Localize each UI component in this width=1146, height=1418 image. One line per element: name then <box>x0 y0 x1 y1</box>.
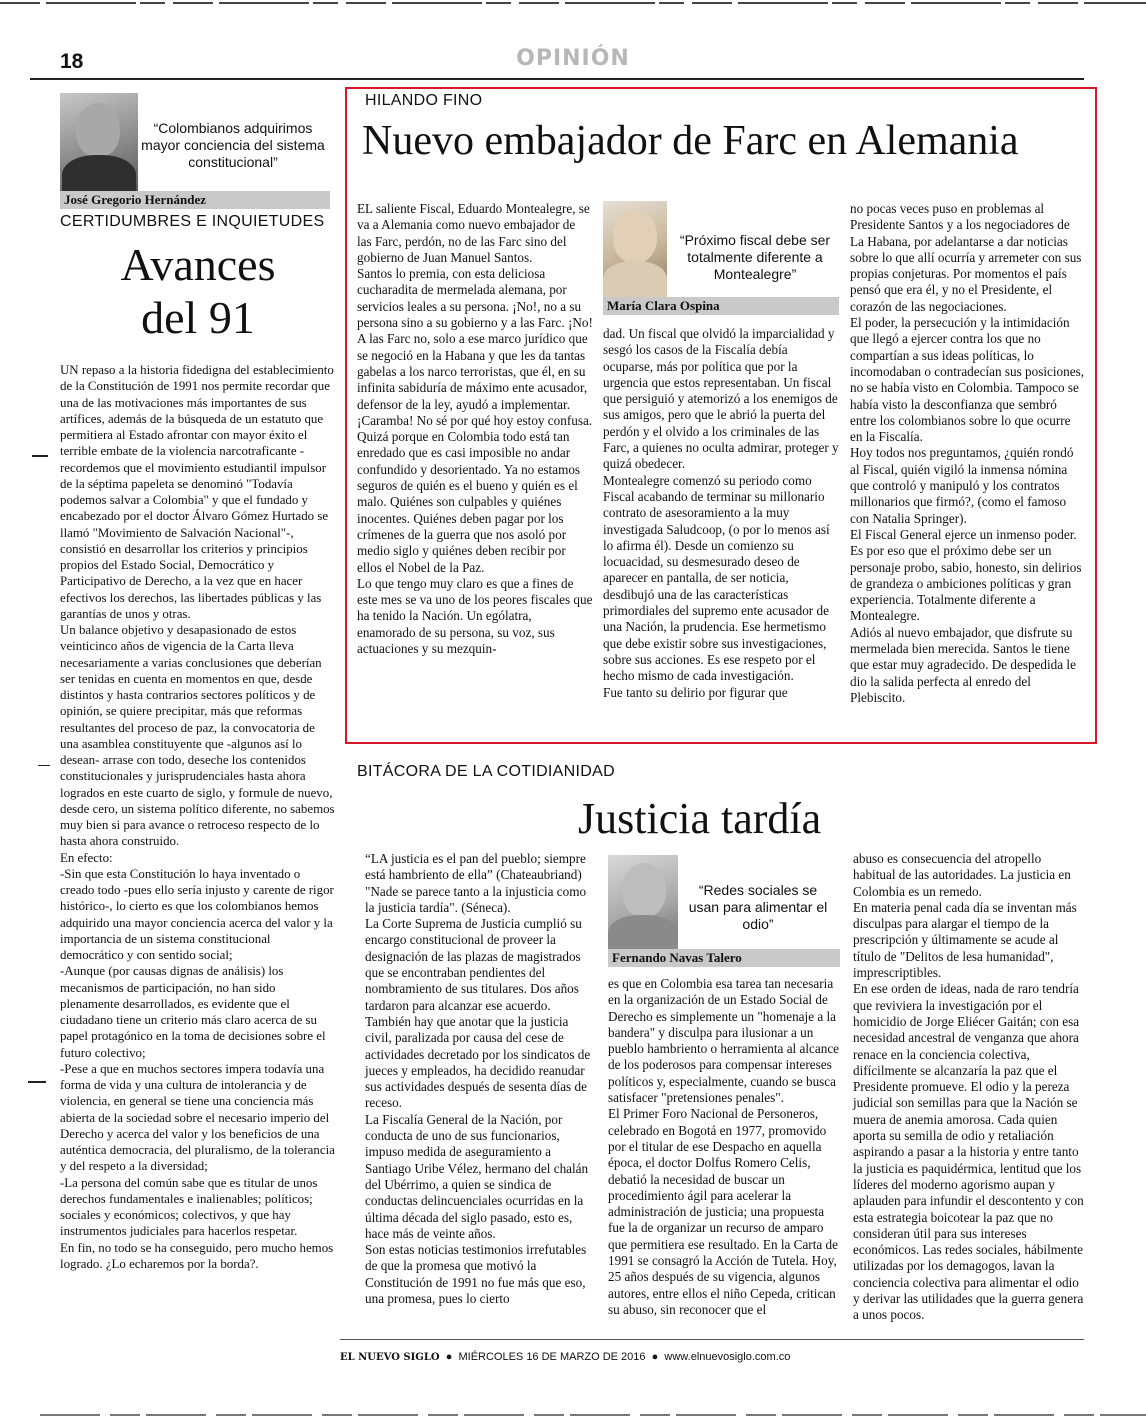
article-headline: Nuevo embajador de Farc en Alemania <box>362 118 1019 164</box>
article-column-2: dad. Un fiscal que olvidó la imparcialidad y sesgó los casos de la Fiscalía debía ocuparse, más por política que por la urgencia que estos representaban. Un fiscal que persiguió y atemorizó a los enemigos de sus amigos, pero que le abrió la puerta del perdón y el olvido a los criminales de las Farc, a quienes no oculta admirar, proteger y quizá obedecer. Montealegre comenzó su periodo como Fiscal acabando de terminar su millonario contrato de asesoramiento a la muy investigada Saludcoop, (o por lo menos así lo afirma él). Desde un comienzo su locuacidad, su desmesurado deseo de aparecer en pantalla, de ser noticia, desdibujó una de las características primordiales del supremo ente acusador de una Nación, la prudencia. Ese hermetismo que debe existir sobre sus investigaciones, sobre sus acciones. Es ese respeto por el hecho mismo de cada investigación. Fue tanto su delirio por figurar que <box>603 326 839 700</box>
margin-mark <box>38 765 50 766</box>
article-column-1: EL saliente Fiscal, Eduardo Montealegre, se va a Alemania como nuevo embajador de las Farc, perdón, no de las Farc sino del gobierno de Juan Manuel Santos. Santos lo premia, con esta deliciosa cucharadita de mermelada alemana, por servicios leales a su persona. ¡No!, no a su persona sino a su gobierno y a las Farc. ¡No! A las Farc no, solo a ese marco jurídico que se negoció en la Habana y que les da tantas gabelas a los narco terroristas, que él, en su infinita sabiduría de máximo ente acusador, defensor de la ley, ayudó a implementar. ¡Caramba! No sé por qué hoy estoy confusa. Quizá porque en Colombia todo está tan enredado que es casi imposible no andar confundido y desorientado. Ya no estamos seguros de quién es el bueno y quién es el malo. Quiénes son culpables y quiénes inocentes. Quiénes deben pagar por los crímenes de la guerra que nos asoló por medio siglo y quiénes deben recibir por ellos el Nobel de la Paz. Lo que tengo muy claro es que a fines de este mes se va uno de los peores fiscales que ha tenido la Nación. Un ególatra, enamorado de su persona, su voz, sus actuaciones y su mezquin- <box>357 201 593 657</box>
article-column-3: abuso es consecuencia del atropello habitual de las autoridades. La justicia en Colombia es un remedo. En materia penal cada día se inventan más disculpas para alargar el tiempo de la prescripción y últimamente se acude al título de "Delitos de lesa humanidad", imprescriptibles. En ese orden de ideas, nada de raro tendría que reviviera la investigación por el homicidio de Jorge Eliécer Gaitán; con esa necesidad ancestral de venganza que ahora renace en la conciencia colectiva, difícilmente se alcanzaría la paz que el Presidente promueve. El odio y la pereza judicial son semillas para que la Nación se muera de anemia amorosa. Cada quien aporta su semilla de odio y retaliación aspirando a pasar a la historia y entre tanto la justicia es paquidérmica, lentitud que los líderes del moderno agorismo aupan y aplauden para infundir el descontento y con esta estrategia boicotear la paz que no consideran útil para sus intereses económicos. Las redes sociales, hábilmente utilizadas por los demagogos, lavan la conciencia colectiva para alimentar el odio y derivar las utilidades que la guerra genera a unos pocos. <box>853 851 1084 1323</box>
article-kicker: BITÁCORA DE LA COTIDIANIDAD <box>357 763 615 780</box>
newspaper-logo: EL NUEVO SIGLO <box>340 1352 440 1363</box>
scan-edge-top <box>0 0 1146 10</box>
article-body-avances: UN repaso a la historia fidedigna del establecimiento de la Constitución de 1991 nos permite recordar que una de las motivaciones más importantes de sus artífices, además de la búsqueda de un estatuto que permitiera al Estado afrontar con mayor éxito el terrible embate de la violencia narcotraficante -recordemos que el movimiento estudiantil impulsor de la séptima papeleta se denominó "Todavía podemos salvar a Colombia" y que el fundado y encabezado por el doctor Álvaro Gómez Hurtado se llamó "Movimiento de Salvación Nacional"-, consistió en desarrollar los criterios y principios propios del Estado Social, Democrático y Participativo de Derecho, a la vez que en hacer efectivos los derechos, las libertades públicas y las garantías de unos y otras. Un balance objetivo y desapasionado de estos veinticinco años de vigencia de la Carta lleva necesariamente a varias conclusiones que deberían ser tenidas en cuenta en momentos en que, desde distintos y hasta contrarios sectores políticos y de opinión, se quiere precipitar, más que reformas resultantes del proceso de paz, la convocatoria de una asamblea constituyente que -algunos así lo desean- arrase con todo, deseche los contenidos constitucionales y jurisprudenciales hasta ahora logrados en este cuarto de siglo, y formule de nuevo, desde cero, un sistema político diferente, no sabemos muy bien si para avance o retroceso respecto de lo hasta ahora construido. En efecto: -Sin que esta Constitución lo haya inventado o creado todo -pues ello sería injusto y carente de rigor histórico-, lo cierto es que los colombianos hemos adquirido una mayor conciencia acerca del valor y la importancia de un sistema constitucional democrático y con sentido social; -Aunque (por causas dignas de análisis) los mecanismos de participación, no han sido plenamente desarrollados, es evidente que el ciudadano tiene un criterio más claro acerca de su papel protagónico en la toma de decisiones sobre el futuro colectivo; -Pese a que en muchos sectores impera todavía una forma de vida y una cultura de intolerancia y de violencia, en general se tiene una conciencia más abierta de la sociedad sobre el necesario imperio del Derecho y acerca del valor y los beneficios de una auténtica democracia, del pluralismo, de la tolerancia y del respeto a la diversidad; -La persona del común sabe que es titular de unos derechos fundamentales e inalienables; políticos; sociales y económicos; colectivos, y que hay instrumentos judiciales para hacerlos respetar. En fin, no todo se ha conseguido, pero mucho hemos logrado. ¿Lo echaremos por la borda?. <box>60 363 335 1271</box>
bullet-icon: ● <box>442 1351 456 1363</box>
article-column-2: es que en Colombia esa tarea tan necesaria en la organización de un Estado Social de Derecho es simplemente un "homenaje a la bandera" y disculpa para ilusionar a un pueblo hambriento o herramienta al alcance de los poderosos para compensar intereses políticos y, especialmente, cuando se busca satisfacer "pretensiones penales". El Primer Foro Nacional de Personeros, celebrado en Bogotá en 1977, promovido por el titular de ese Despacho en aquella época, el doctor Dolfus Romero Celis, debatió la necesidad de buscar un procedimiento ágil para acelerar la administración de justicia; una propuesta fue la de organizar un recurso de amparo que permitiera ese resultado. En la Carta de 1991 se consagró la Acción de Tutela. Hoy, 25 años después de su vigencia, algunos autores, entre ellos el niño Cepeda, critican su abuso, sin reconocer que el <box>608 976 840 1317</box>
margin-mark <box>32 455 48 457</box>
author-name: Fernando Navas Talero <box>608 949 840 967</box>
column-kicker: CERTIDUMBRES E INQUIETUDES <box>60 213 325 230</box>
margin-mark <box>28 1081 46 1083</box>
author-photo-navas <box>608 855 678 951</box>
section-title: OPINIÓN <box>516 46 630 71</box>
footer-date: MIÉRCOLES 16 DE MARZO DE 2016 <box>458 1351 646 1363</box>
page-footer <box>340 1351 790 1363</box>
scan-edge-bottom <box>0 1410 1146 1418</box>
footer-rule <box>340 1339 1084 1340</box>
pull-quote: “Colombianos adquirimos mayor conciencia del sistema constitucional” <box>141 120 325 170</box>
article-column-3: no pocas veces puso en problemas al Presidente Santos y a los negociadores de La Habana, por adelantarse a dar noticias sobre lo que allí ocurría y arremeter con sus propias conjeturas. Por momentos el país pensó que era él, y no el Presidente, el corazón de las negociaciones. El poder, la persecución y la intimidación que llegó a ejercer contra los que no compartían a sus ideas políticas, lo incomodaban o contradecían sus posiciones, no se había visto en Colombia. Tampoco se había visto la desconfianza que sembró entre los colombianos sobre lo que ocurre en la Fiscalía. Hoy todos nos preguntamos, ¿quién rondó al Fiscal, quién vigiló la inmensa nómina que controló y manipuló y los contratos millonarios que firmó?, (como el famoso con Natalia Springer). El Fiscal General ejerce un inmenso poder. Es por eso que el próximo debe ser un personaje probo, sabio, honesto, sin delirios de grandeza o ambiciones políticas y gran experiencia. Totalmente diferente a Montealegre. Adiós al nuevo embajador, que disfrute su mermelada bien merecida. Santos le tiene que estar muy agradecido. De despedida le dio la salida perfecta al enredo del Plebiscito. <box>850 201 1085 705</box>
article-column-1: “LA justicia es el pan del pueblo; siempre está hambriento de ella” (Chateaubriand) "Nade se parece tanto a la injusticia como la justicia tardía". (Séneca). La Corte Suprema de Justicia cumplió su encargo constitucional de proveer la designación de las plazas de magistrados que se encontraban pendientes del nombramiento de sus titulares. Dos años tardaron para alcanzar ese acuerdo. También hay que anotar que la justicia civil, paralizada por causa del cese de actividades decretado por los sindicatos de jueces y empleados, ha decidido reanudar sus actividades después de sesenta días de receso. La Fiscalía General de la Nación, por conducta de uno de sus funcionarios, impuso medida de aseguramiento a Santiago Uribe Vélez, hermano del chalán del Ubérrimo, a quien se sindica de conductas delincuenciales ocurridas en la última década del siglo pasado, esto es, hace más de veinte años. Son estas noticias testimonios irrefutables de que la promesa que motivó la Constitución de 1991 no fue más que eso, una promesa, pues lo cierto <box>365 851 591 1307</box>
page-number: 18 <box>60 50 84 73</box>
author-name: José Gregorio Hernández <box>60 191 330 209</box>
header-rule <box>30 78 1084 80</box>
bullet-icon: ● <box>648 1351 662 1363</box>
article-headline: Justicia tardía <box>578 794 822 843</box>
pull-quote: “Redes sociales se usan para alimentar el odio” <box>688 882 828 932</box>
article-kicker: HILANDO FINO <box>365 92 483 109</box>
author-photo-ospina <box>603 201 667 297</box>
pull-quote: “Próximo fiscal debe ser totalmente diferente a Montealegre” <box>679 232 831 282</box>
author-name: María Clara Ospina <box>603 297 839 315</box>
author-photo-hernandez <box>60 93 138 195</box>
headline-line-2: del 91 <box>141 292 255 343</box>
headline-line-1: Avances <box>120 239 276 290</box>
footer-url: www.elnuevosiglo.com.co <box>664 1351 791 1363</box>
